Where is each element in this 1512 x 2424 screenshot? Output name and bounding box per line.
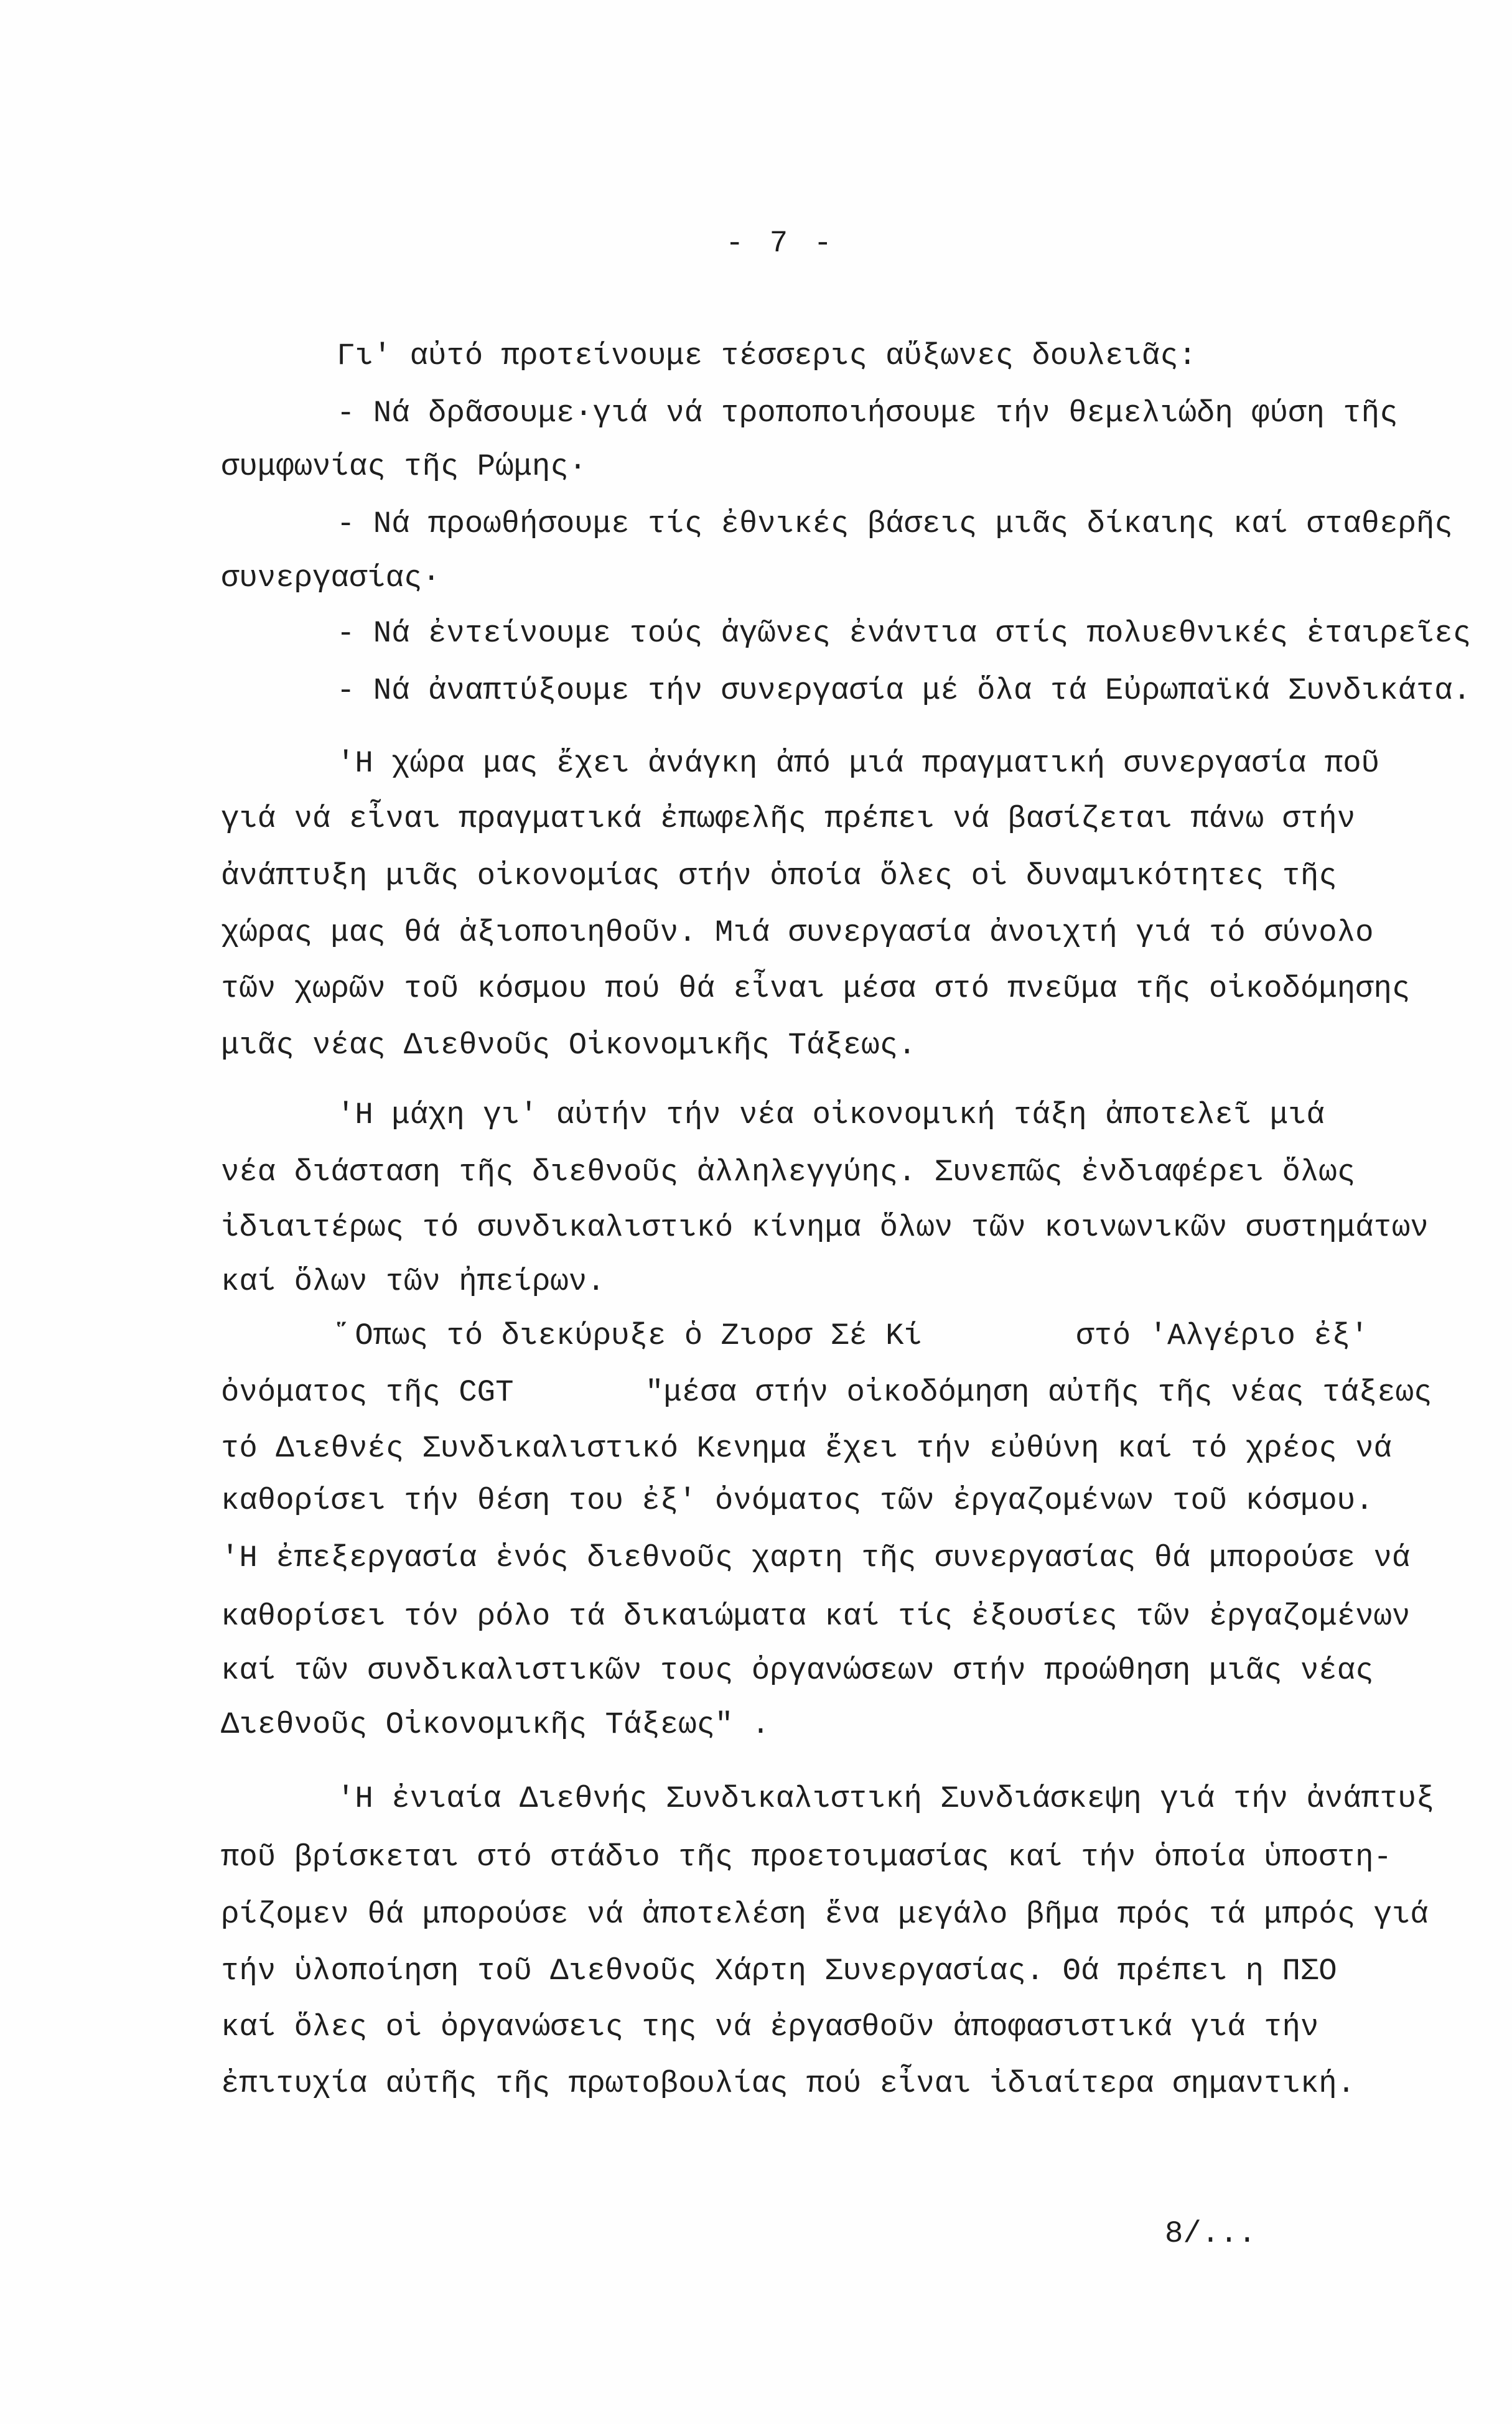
text-line: καί ὅλες οἱ ὀργανώσεις της νά ἐργασθοῦν ἀποφασιστικά γιά τήν	[221, 2010, 1319, 2044]
list-item: - Νά δρᾶσουμε·γιά νά τροποποιήσουμε τήν θεμελιώδη φύση τῆς	[337, 396, 1398, 431]
text-line: ἰδιαιτέρως τό συνδικαλιστικό κίνημα ὅλων τῶν κοινωνικῶν συστημάτων	[221, 1210, 1429, 1245]
text-line: ὀνόματος τῆς CGT	[221, 1375, 514, 1410]
text-line: γιά νά εἶναι πραγματικά ἐπωφελῆς πρέπει νά βασίζεται πάνω στήν	[221, 801, 1356, 836]
text-line: μιᾶς νέας Διεθνοῦς Οἰκονομικῆς Τάξεως.	[221, 1028, 917, 1063]
text-line: "μέσα στήν οἰκοδόμηση αὐτῆς τῆς νέας τάξεως	[645, 1375, 1432, 1410]
text-line: ἀνάπτυξη μιᾶς οἰκονομίας στήν ὁποία ὅλες οἱ δυναμικότητες τῆς	[221, 859, 1337, 893]
text-line: καί ὅλων τῶν ἠπείρων.	[221, 1264, 605, 1299]
text-line: 'Η μάχη γι' αὐτήν τήν νέα οἰκονομική τάξη ἀποτελεῖ μιά	[337, 1098, 1325, 1132]
list-item: - Νά ἐντείνουμε τούς ἀγῶνες ἐνάντια στίς πολυεθνικές ἑταιρεῖες	[337, 616, 1472, 651]
text-line: 'Η χώρα μας ἔχει ἀνάγκη ἀπό μιά πραγματική συνεργασία ποῦ	[337, 746, 1380, 781]
text-line: Διεθνοῦς Οἰκονομικῆς Τάξεως" .	[221, 1707, 770, 1742]
text-line: τῶν χωρῶν τοῦ κόσμου πού θά εἶναι μέσα στό πνεῦμα τῆς οἰκοδόμησης	[221, 971, 1411, 1006]
text-line: συνεργασίας·	[221, 561, 441, 595]
page-number: - 7 -	[726, 226, 836, 261]
text-line: ποῦ βρίσκεται στό στάδιο τῆς προετοιμασίας καί τήν ὁποία ὑποστη-	[221, 1840, 1392, 1875]
text-line: ρίζομεν θά μπορούσε νά ἀποτελέση ἕνα μεγάλο βῆμα πρός τά μπρός γιά	[221, 1897, 1429, 1932]
text-line: ἐπιτυχία αὐτῆς τῆς πρωτοβουλίας πού εἶναι ἰδιαίτερα σημαντική.	[221, 2066, 1356, 2101]
list-item: - Νά προωθήσουμε τίς ἐθνικές βάσεις μιᾶς δίκαιης καί σταθερῆς	[337, 506, 1453, 541]
text-line: 'Η ἐνιαία Διεθνής Συνδικαλιστική Συνδιάσκεψη γιά τήν ἀνάπτυξ	[337, 1781, 1435, 1816]
text-line: καί τῶν συνδικαλιστικῶν τους ὀργανώσεων στήν προώθηση μιᾶς νέας	[221, 1653, 1374, 1688]
text-line: 'Η ἐπεξεργασία ἑνός διεθνοῦς χαρτη τῆς συνεργασίας θά μπορούσε νά	[221, 1541, 1411, 1575]
text-line: Γι' αὐτό προτείνουμε τέσσερις αὔξωνες δουλειᾶς:	[337, 338, 1197, 373]
text-line: στό 'Αλγέριο ἐξ'	[1076, 1318, 1369, 1353]
text-line: χώρας μας θά ἀξιοποιηθοῦν. Μιά συνεργασία ἀνοιχτή γιά τό σύνολο	[221, 915, 1374, 950]
list-item: - Νά ἀναπτύξουμε τήν συνεργασία μέ ὅλα τά Εὐρωπαϊκά Συνδικάτα.	[337, 673, 1472, 708]
continuation-marker: 8/...	[1165, 2216, 1257, 2251]
text-line: τό Διεθνές Συνδικαλιστικό Κενημα ἔχει τήν εὐθύνη καί τό χρέος νά	[221, 1431, 1392, 1466]
text-line: ῞Οπως τό διεκύρυξε ὁ Ζιορσ Σέ Κί	[337, 1318, 922, 1353]
text-line: καθορίσει τήν θέση του ἐξ' ὀνόματος τῶν ἐργαζομένων τοῦ κόσμου.	[221, 1483, 1374, 1518]
text-line: καθορίσει τόν ρόλο τά δικαιώματα καί τίς ἐξουσίες τῶν ἐργαζομένων	[221, 1599, 1411, 1634]
text-line: συμφωνίας τῆς Ρώμης·	[221, 449, 587, 484]
text-line: τήν ὑλοποίηση τοῦ Διεθνοῦς Χάρτη Συνεργασίας. Θά πρέπει η ΠΣΟ	[221, 1954, 1337, 1988]
text-line: νέα διάσταση τῆς διεθνοῦς ἀλληλεγγύης. Συνεπῶς ἐνδιαφέρει ὅλως	[221, 1155, 1356, 1190]
